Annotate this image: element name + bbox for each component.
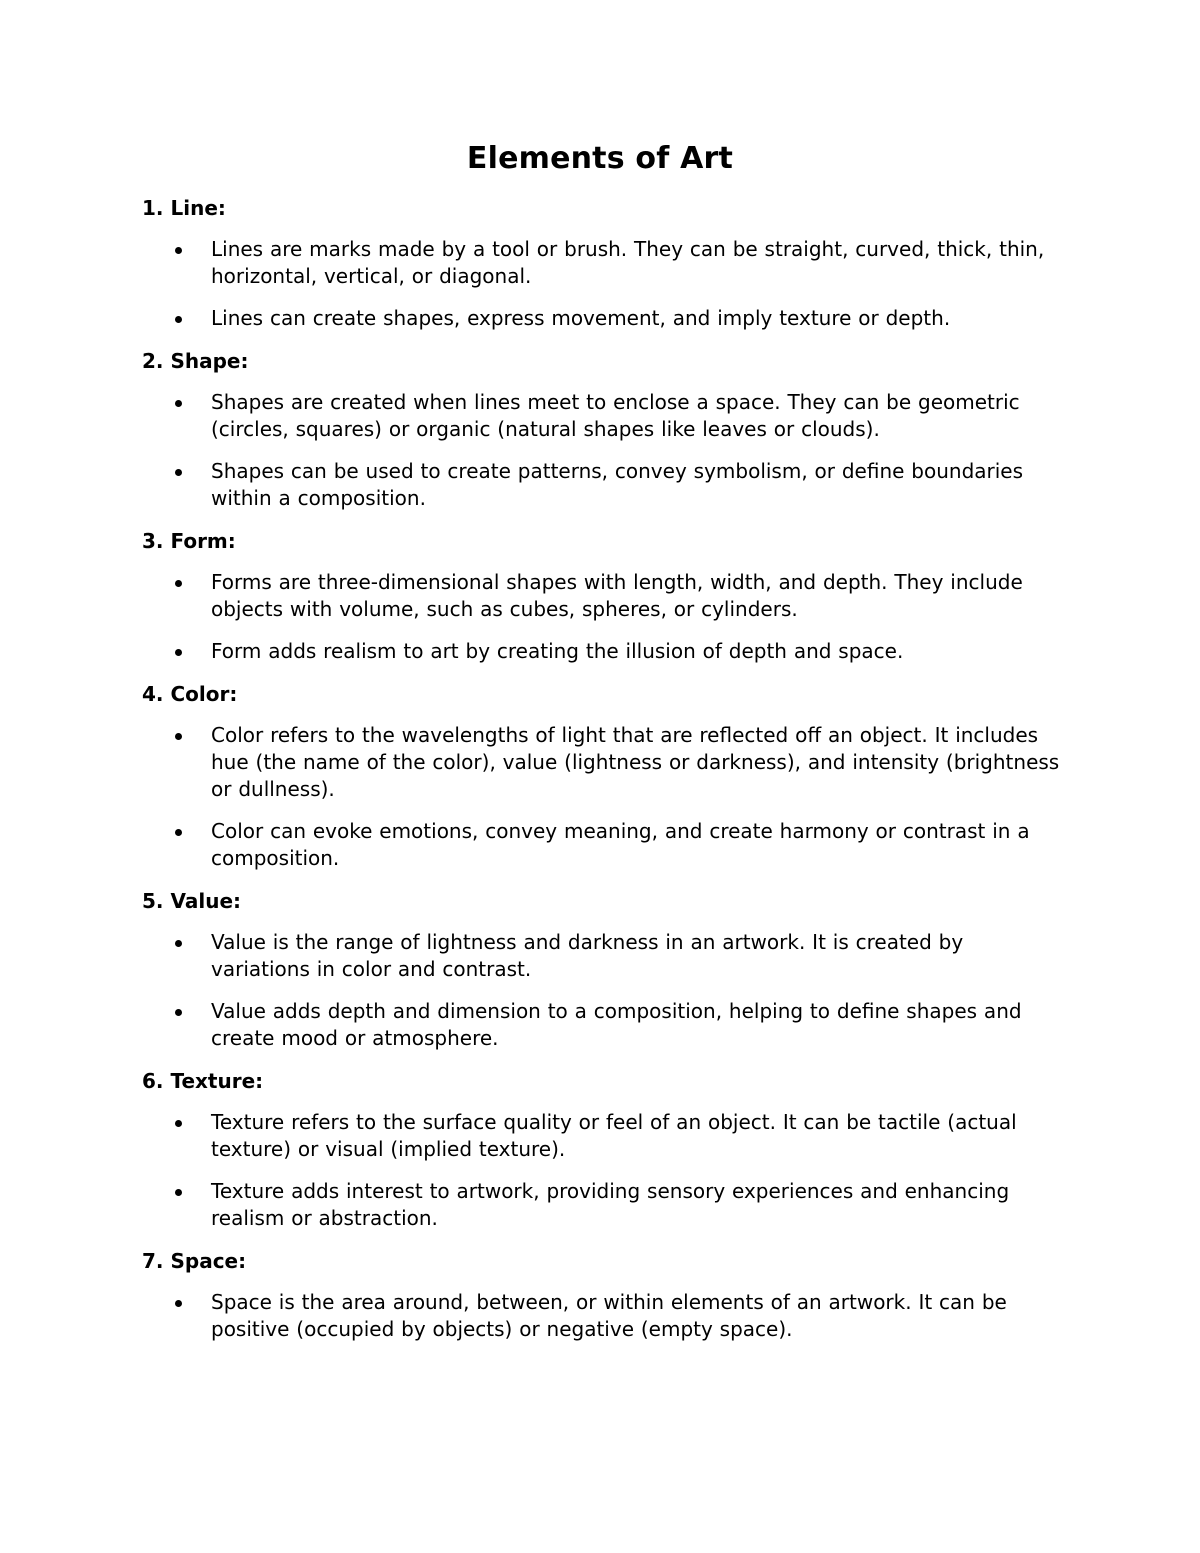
section-line: [142, 194, 1062, 332]
bullet-list: [142, 389, 1062, 512]
section-heading: 4. Color:: [142, 682, 238, 706]
bullet-icon: [175, 469, 182, 476]
bullet-text: Texture refers to the surface quality or feel of an object. It can be tactile (actual texture) or visual (implied texture).: [211, 1110, 1017, 1161]
list-item: [142, 818, 1062, 872]
section-heading: 7. Space:: [142, 1249, 247, 1273]
bullet-icon: [175, 400, 182, 407]
section-texture: [142, 1067, 1062, 1232]
bullet-list: [142, 929, 1062, 1052]
bullet-icon: [175, 733, 182, 740]
bullet-text: Lines can create shapes, express movement, and imply texture or depth.: [211, 306, 951, 330]
bullet-icon: [175, 316, 182, 323]
bullet-text: Form adds realism to art by creating the illusion of depth and space.: [211, 639, 904, 663]
bullet-icon: [175, 247, 182, 254]
list-item: [142, 458, 1062, 512]
list-item: [142, 569, 1062, 623]
bullet-text: Shapes are created when lines meet to enclose a space. They can be geometric (circles, squares) or organic (natural shapes like leaves or clouds).: [211, 390, 1020, 441]
list-item: [142, 638, 1062, 665]
bullet-icon: [175, 649, 182, 656]
bullet-text: Shapes can be used to create patterns, convey symbolism, or define boundaries within a composition.: [211, 459, 1024, 510]
bullet-icon: [175, 1120, 182, 1127]
list-item: [142, 722, 1062, 803]
bullet-list: [142, 236, 1062, 332]
bullet-list: [142, 722, 1062, 872]
list-item: [142, 1109, 1062, 1163]
bullet-icon: [175, 940, 182, 947]
bullet-list: [142, 569, 1062, 665]
section-value: [142, 887, 1062, 1052]
section-heading: 6. Texture:: [142, 1069, 264, 1093]
bullet-list: [142, 1109, 1062, 1232]
section-heading: 5. Value:: [142, 889, 242, 913]
bullet-text: Value is the range of lightness and darkness in an artwork. It is created by variations in color and contrast.: [211, 930, 964, 981]
document-body: [142, 194, 1062, 1358]
bullet-icon: [175, 1300, 182, 1307]
list-item: [142, 1178, 1062, 1232]
list-item: [142, 929, 1062, 983]
bullet-text: Space is the area around, between, or within elements of an artwork. It can be positive (occupied by objects) or negative (empty space).: [211, 1290, 1007, 1341]
list-item: [142, 1289, 1062, 1343]
bullet-text: Value adds depth and dimension to a composition, helping to define shapes and create mood or atmosphere.: [211, 999, 1022, 1050]
bullet-icon: [175, 829, 182, 836]
list-item: [142, 998, 1062, 1052]
section-form: [142, 527, 1062, 665]
bullet-text: Texture adds interest to artwork, providing sensory experiences and enhancing realism or abstraction.: [211, 1179, 1010, 1230]
section-heading: 3. Form:: [142, 529, 236, 553]
bullet-text: Lines are marks made by a tool or brush. They can be straight, curved, thick, thin, horizontal, vertical, or diagonal.: [211, 237, 1045, 288]
section-heading: 1. Line:: [142, 196, 226, 220]
section-color: [142, 680, 1062, 872]
page-title: Elements of Art: [466, 141, 734, 176]
bullet-list: [142, 1289, 1062, 1343]
list-item: [142, 389, 1062, 443]
bullet-icon: [175, 580, 182, 587]
bullet-icon: [175, 1009, 182, 1016]
bullet-text: Forms are three-dimensional shapes with length, width, and depth. They include objects with volume, such as cubes, spheres, or cylinders.: [211, 570, 1023, 621]
bullet-text: Color refers to the wavelengths of light that are reflected off an object. It includes hue (the name of the color), value (lightness or darkness), and intensity (brightness or dullness).: [211, 723, 1060, 801]
bullet-icon: [175, 1189, 182, 1196]
list-item: [142, 305, 1062, 332]
section-shape: [142, 347, 1062, 512]
list-item: [142, 236, 1062, 290]
section-heading: 2. Shape:: [142, 349, 249, 373]
bullet-text: Color can evoke emotions, convey meaning, and create harmony or contrast in a composition.: [211, 819, 1030, 870]
section-space: [142, 1247, 1062, 1343]
